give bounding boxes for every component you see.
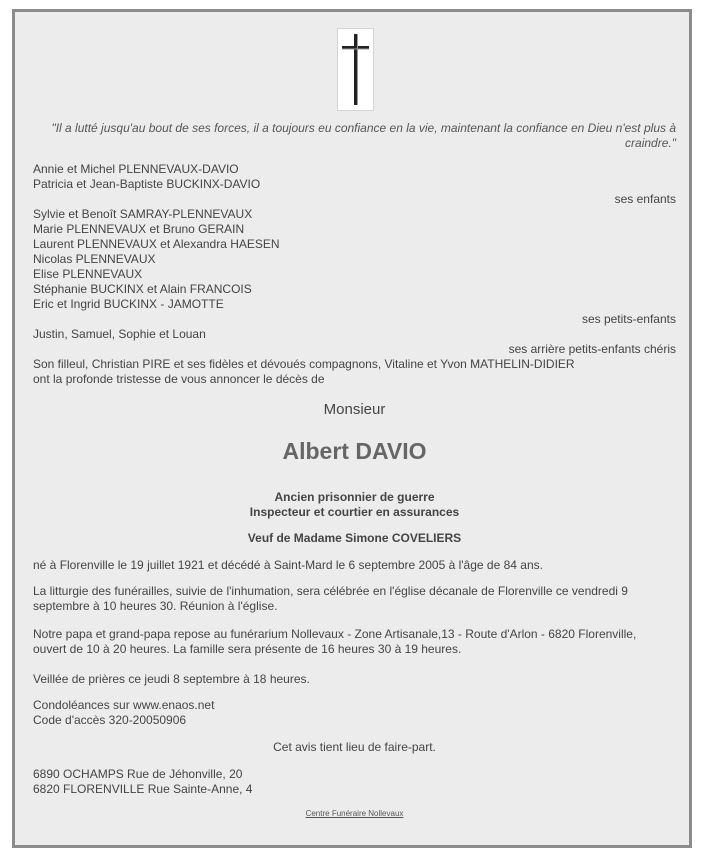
condolences-line: Condoléances sur www.enaos.net — [33, 698, 215, 712]
footer — [33, 807, 676, 819]
vigil-info: Veillée de prières ce jeudi 8 septembre à 18 heures. — [33, 672, 310, 686]
grandchild-name: Marie PLENNEVAUX et Bruno GERAIN — [33, 222, 245, 236]
godson-line: Son filleul, Christian PIRE et ses fidèles et dévoués compagnons, Vitaline et Yvon MATHELIN-DIDIER — [33, 357, 575, 371]
funeral-info — [33, 584, 676, 614]
great-grandchildren-names: Justin, Samuel, Sophie et Louan — [33, 327, 206, 341]
honorific: Monsieur — [323, 401, 386, 418]
titles — [33, 490, 676, 520]
addresses — [33, 767, 676, 797]
grandchild-name: Sylvie et Benoît SAMRAY-PLENNEVAUX — [33, 207, 253, 221]
notice: Cet avis tient lieu de faire-part. — [273, 740, 436, 754]
access-code-line: Code d'accès 320-20050906 — [33, 713, 187, 727]
great-grandchildren-label: ses arrière petits-enfants chéris — [508, 342, 676, 356]
child-name: Annie et Michel PLENNEVAUX-DAVIO — [33, 162, 239, 176]
cross-image — [337, 28, 374, 111]
grandchild-name: Stéphanie BUCKINX et Alain FRANCOIS — [33, 282, 252, 296]
grandchild-name: Elise PLENNEVAUX — [33, 267, 143, 281]
address-line: 6890 OCHAMPS Rue de Jéhonville, 20 — [33, 767, 243, 781]
funeral-line: septembre à 10 heures 30. Réunion à l'église. — [33, 599, 278, 613]
rest-line: Notre papa et grand-papa repose au funérarium Nollevaux - Zone Artisanale,13 - Route d'Arlon - 6820 Florenville, — [33, 627, 637, 641]
deceased-name: Albert DAVIO — [282, 438, 427, 464]
grandchild-name: Eric et Ingrid BUCKINX - JAMOTTE — [33, 297, 224, 311]
latin-cross-icon — [338, 29, 373, 110]
family-section — [33, 162, 676, 387]
quote: "Il a lutté jusqu'au bout de ses forces, il a toujours eu confiance en la vie, maintenant la confiance en Dieu n'est plus à craindre." — [51, 121, 676, 150]
grandchild-name: Nicolas PLENNEVAUX — [33, 252, 156, 266]
grandchildren-label: ses petits-enfants — [581, 312, 676, 326]
funeral-home-link[interactable]: Centre Funéraire Nollevaux — [305, 809, 404, 818]
widower-line: Veuf de Madame Simone COVELIERS — [247, 531, 462, 545]
obituary-card — [12, 9, 692, 848]
condolences — [33, 698, 676, 728]
rest-info — [33, 627, 676, 657]
title-line: Ancien prisonnier de guerre — [274, 490, 435, 504]
address-line: 6820 FLORENVILLE Rue Sainte-Anne, 4 — [33, 782, 253, 796]
birth-death: né à Florenville le 19 juillet 1921 et décédé à Saint-Mard le 6 septembre 2005 à l'âge de 84 ans. — [33, 558, 543, 572]
child-name: Patricia et Jean-Baptiste BUCKINX-DAVIO — [33, 177, 261, 191]
announcement-line: ont la profonde tristesse de vous annoncer le décès de — [33, 372, 325, 386]
funeral-line: La litturgie des funérailles, suivie de l'inhumation, sera célébrée en l'église décanale de Florenville ce vendredi 9 — [33, 584, 628, 598]
title-line: Inspecteur et courtier en assurances — [249, 505, 460, 519]
children-label: ses enfants — [614, 192, 676, 206]
rest-line: ouvert de 10 à 20 heures. La famille sera présente de 16 heures 30 à 19 heures. — [33, 642, 462, 656]
grandchild-name: Laurent PLENNEVAUX et Alexandra HAESEN — [33, 237, 280, 251]
